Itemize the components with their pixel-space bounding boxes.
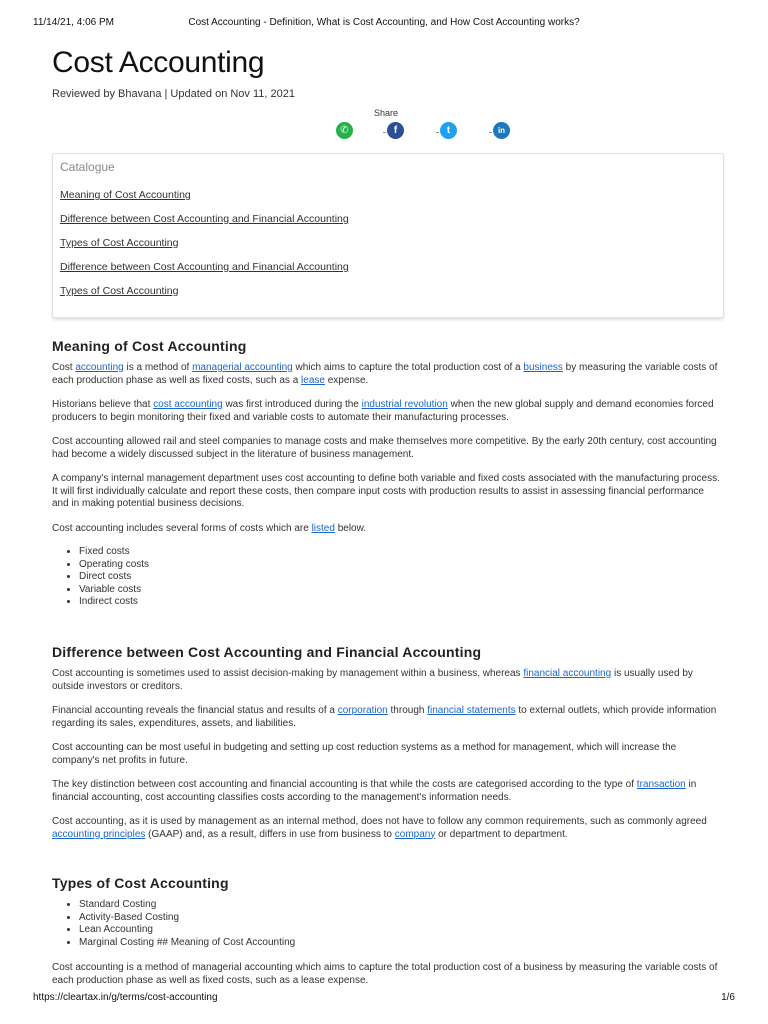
twitter-icon[interactable]: t (440, 122, 457, 139)
catalogue-link-meaning[interactable]: Meaning of Cost Accounting (60, 189, 191, 201)
catalogue-title: Catalogue (60, 160, 115, 174)
link-business[interactable]: business (523, 362, 563, 373)
list-item: • Standard Costing (79, 899, 295, 912)
link-managerial-accounting[interactable]: managerial accounting (192, 362, 293, 373)
share-separator (489, 132, 492, 133)
paragraph: Cost accounting allowed rail and steel companies to manage costs and make themselves more competitive. By the early 20th century, cost accounting had become a widely discussed subject in the literature of business management. (52, 436, 717, 460)
list-item: • Fixed costs (79, 546, 149, 559)
list-item: • Direct costs (79, 571, 149, 584)
print-header (33, 17, 735, 31)
article (52, 40, 724, 986)
facebook-icon[interactable]: f (387, 122, 404, 139)
link-financial-accounting[interactable]: financial accounting (523, 668, 612, 679)
paragraph: A company's internal management department uses cost accounting to define both variable and fixed costs associated with the manufacturing process. It will first individually calculate and report these costs, then compare input costs with production results to assist in assessing financial performance and in making potential business decisions. (52, 473, 720, 509)
paragraph: Cost accounting can be most useful in budgeting and setting up cost reduction systems as a method for management, which will increase the company's net profits in future. (52, 742, 677, 766)
link-corporation[interactable]: corporation (337, 705, 388, 716)
list-item: • Operating costs (79, 559, 149, 572)
link-lease[interactable]: lease (301, 374, 325, 386)
list-item: • Indirect costs (79, 596, 149, 609)
section-heading-difference: Difference between Cost Accounting and Financial Accounting (52, 644, 482, 660)
paragraph: Cost accounting is a method of managerial accounting which aims to capture the total production cost of a business by measuring the variable costs of each production phase as well as fixed costs, such as a lease expense. (52, 962, 718, 986)
link-industrial-revolution[interactable]: industrial revolution (361, 399, 448, 410)
share-separator (383, 132, 386, 133)
paragraph: Cost accounting is a method of managerial accounting which aims to capture the total production cost of a business by measuring the variable costs of each production phase as well as fixed costs, such as a lease expense. (52, 362, 718, 386)
catalogue-link-types-2[interactable]: Types of Cost Accounting (60, 285, 179, 297)
catalogue-box (52, 153, 724, 318)
catalogue-link-difference[interactable]: Difference between Cost Accounting and Financial Accounting (60, 213, 349, 225)
review-meta: Reviewed by Bhavana | Updated on Nov 11, 2021 (52, 88, 295, 100)
print-date: 11/14/21, 4:06 PM (33, 17, 114, 28)
list-item: • Activity-Based Costing (79, 912, 295, 925)
page-title: Cost Accounting (52, 46, 265, 79)
link-accounting-principles[interactable]: accounting principles (52, 828, 146, 840)
paragraph: Cost accounting, as it is used by management as an internal method, does not have to follow any common requirements, such as commonly agreed accounting principles (GAAP) and, as a result, differs in use from business to company or department to department. (52, 816, 707, 840)
paragraph: The key distinction between cost accounting and financial accounting is that while the costs are categorised according to the type of transaction in financial accounting, cost accounting classifies costs according to the management's information needs. (52, 779, 697, 803)
list-item: • Lean Accounting (79, 924, 295, 937)
list-item: • Marginal Costing ## Meaning of Cost Accounting (79, 937, 295, 950)
paragraph: Financial accounting reveals the financial status and results of a corporation through financial statements to external outlets, which provide information regarding its sales, expenditures, assets, and liabilities. (52, 705, 717, 729)
page-url: https://cleartax.in/g/terms/cost-accounting (33, 992, 218, 1003)
paragraph: Historians believe that cost accounting was first introduced during the industrial revolution when the new global supply and demand economies forced producers to begin monitoring their fixed and variable costs to automate their manufacturing processes. (52, 399, 714, 423)
page-number: 1/6 (721, 992, 735, 1003)
list-item: • Variable costs (79, 584, 149, 597)
whatsapp-icon[interactable]: ✆ (336, 122, 353, 139)
link-listed[interactable]: listed (311, 523, 335, 534)
link-financial-statements[interactable]: financial statements (427, 705, 516, 716)
print-document-title: Cost Accounting - Definition, What is Cost Accounting, and How Cost Accounting works? (188, 17, 580, 28)
paragraph: Cost accounting includes several forms of costs which are listed below. (52, 523, 367, 534)
cost-types-list (52, 546, 149, 609)
costing-types-list (52, 899, 295, 949)
catalogue-link-difference-2[interactable]: Difference between Cost Accounting and Financial Accounting (60, 261, 349, 273)
section-heading-types: Types of Cost Accounting (52, 875, 229, 891)
share-separator (436, 132, 439, 133)
paragraph: Cost accounting is sometimes used to assist decision-making by management within a business, whereas financial accounting is usually used by outside investors or creditors. (52, 668, 693, 692)
section-heading-meaning: Meaning of Cost Accounting (52, 338, 247, 354)
share-label: Share (374, 108, 399, 118)
link-cost-accounting[interactable]: cost accounting (153, 399, 223, 410)
link-transaction[interactable]: transaction (636, 779, 686, 790)
catalogue-link-types[interactable]: Types of Cost Accounting (60, 237, 179, 249)
link-company[interactable]: company (394, 828, 436, 840)
linkedin-icon[interactable]: in (493, 122, 510, 139)
print-footer (33, 992, 735, 1006)
link-accounting[interactable]: accounting (75, 362, 124, 373)
